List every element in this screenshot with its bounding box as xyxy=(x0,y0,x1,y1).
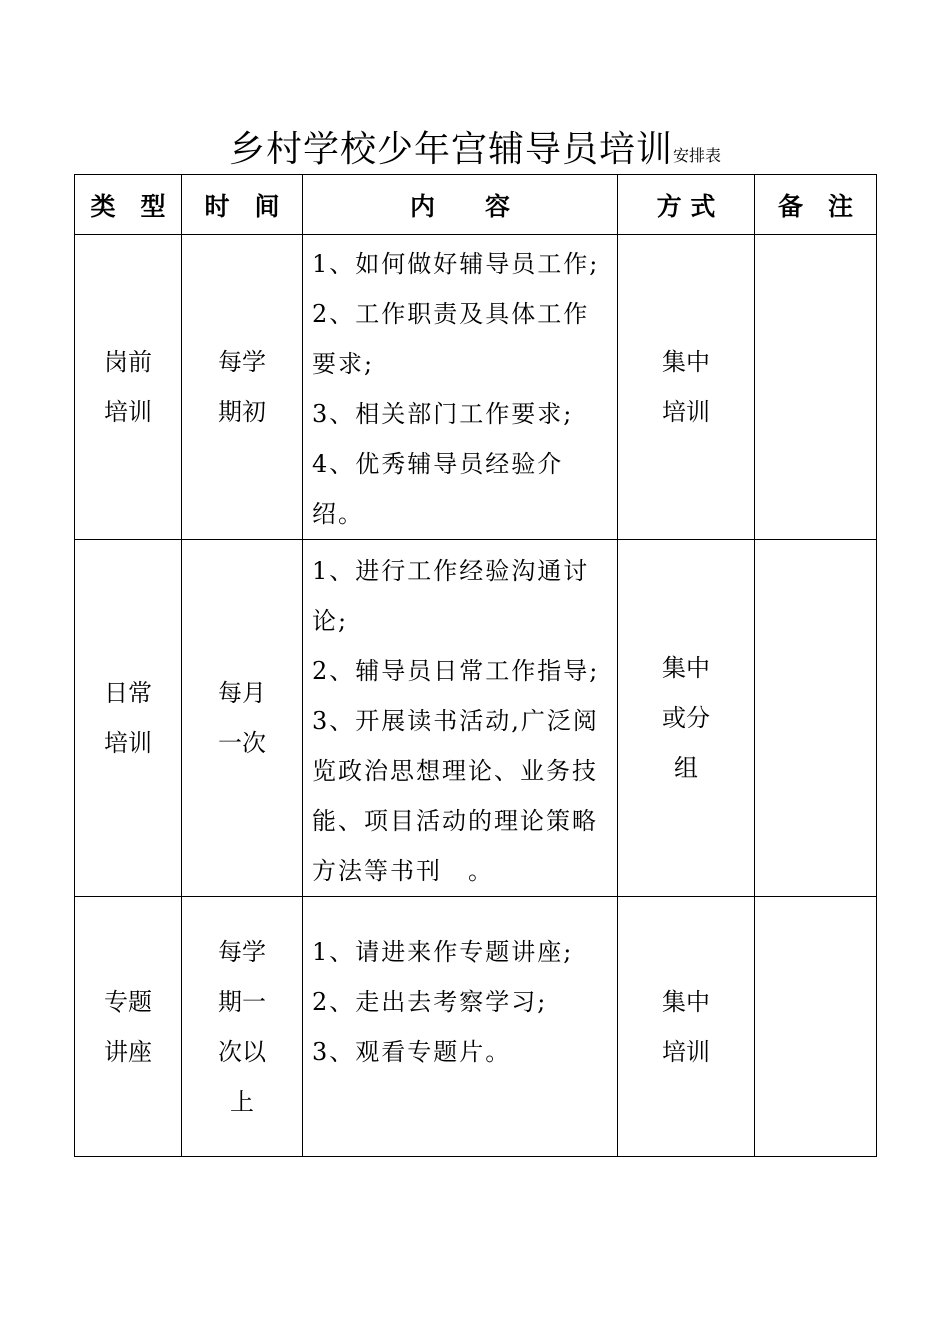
content-item: 3、观看专题片。 xyxy=(312,1038,512,1066)
content-item: 1、请进来作专题讲座; xyxy=(312,938,574,966)
training-schedule-table xyxy=(74,174,877,1157)
table-row xyxy=(75,540,877,897)
cell-line: 一次 xyxy=(218,729,266,757)
cell-line: 每学 xyxy=(218,937,266,966)
cell-line: 培训 xyxy=(662,398,710,426)
title-main: 乡村学校少年宫辅导员培训 xyxy=(228,129,673,170)
cell-line: 培训 xyxy=(104,398,152,426)
table-header-row xyxy=(75,175,877,235)
header-type: 类 型 xyxy=(75,175,182,235)
cell-time xyxy=(182,235,303,540)
cell-content xyxy=(303,897,618,1157)
header-note: 备 注 xyxy=(755,175,877,235)
cell-method xyxy=(618,540,755,897)
cell-line: 讲座 xyxy=(104,1037,152,1066)
cell-line: 集中 xyxy=(662,654,710,682)
cell-note xyxy=(755,235,877,540)
cell-line: 培训 xyxy=(104,729,152,757)
title-suffix: 安排表 xyxy=(673,146,722,165)
cell-line: 集中 xyxy=(662,348,710,376)
cell-line: 上 xyxy=(230,1087,254,1116)
content-item: 1、进行工作经验沟通讨论; xyxy=(312,557,590,635)
cell-line: 次以 xyxy=(218,1037,266,1066)
cell-line: 组 xyxy=(674,754,698,782)
header-method: 方 式 xyxy=(618,175,755,235)
cell-line: 期初 xyxy=(218,398,266,426)
document-title xyxy=(0,128,950,178)
content-item: 2、工作职责及具体工作要求; xyxy=(312,300,590,378)
cell-type xyxy=(75,540,182,897)
content-item: 2、辅导员日常工作指导; xyxy=(312,657,600,685)
cell-line: 岗前 xyxy=(104,348,152,376)
cell-line: 集中 xyxy=(662,987,710,1016)
cell-content xyxy=(303,235,618,540)
cell-time xyxy=(182,540,303,897)
cell-line: 每月 xyxy=(218,679,266,707)
cell-line: 每学 xyxy=(218,348,266,376)
cell-method xyxy=(618,235,755,540)
cell-line: 期一 xyxy=(218,987,266,1016)
content-item: 2、走出去考察学习; xyxy=(312,988,548,1016)
table-row xyxy=(75,897,877,1157)
cell-line: 培训 xyxy=(662,1037,710,1066)
header-time: 时 间 xyxy=(182,175,303,235)
cell-line: 或分 xyxy=(662,704,710,732)
cell-time xyxy=(182,897,303,1157)
cell-line: 专题 xyxy=(104,987,152,1016)
cell-method xyxy=(618,897,755,1157)
cell-note xyxy=(755,540,877,897)
cell-line: 日常 xyxy=(104,679,152,707)
cell-note xyxy=(755,897,877,1157)
cell-content xyxy=(303,540,618,897)
header-content: 内 容 xyxy=(303,175,618,235)
cell-type xyxy=(75,235,182,540)
content-item: 3、开展读书活动,广泛阅览政治思想理论、业务技能、项目活动的理论策略方法等书刊 。 xyxy=(312,707,599,885)
table-row xyxy=(75,235,877,540)
content-item: 3、相关部门工作要求; xyxy=(312,400,574,428)
content-item: 4、优秀辅导员经验介绍。 xyxy=(312,450,564,528)
cell-type xyxy=(75,897,182,1157)
content-item: 1、如何做好辅导员工作; xyxy=(312,250,600,278)
